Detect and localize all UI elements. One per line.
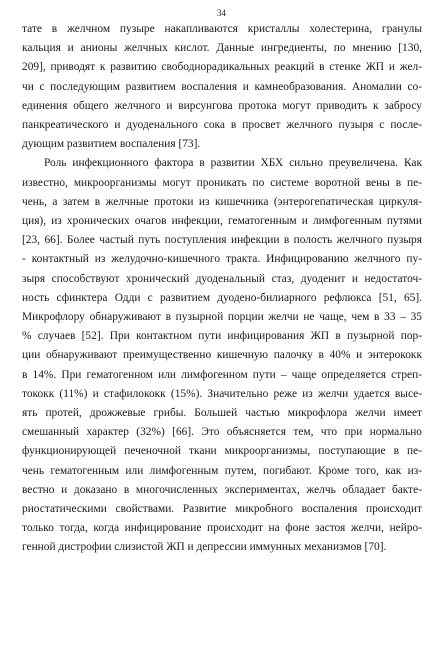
text-line: зыря способствуют хронический дуоденальный стаз, дуоденит и недостаточ- (22, 272, 422, 285)
text-line: ять протей, дрожжевые грибы. Большей частью микрофлора желчи имеет (22, 407, 422, 420)
text-line: вестно и доказано в многочисленных экспериментах, желчь обладает бакте- (22, 483, 422, 496)
text-line: риостатическими свойствами. Развитие микробного воспаления происходит (22, 503, 422, 516)
text-line: 209], приводят к развитию свободнорадикальных реакций в стенке ЖП и жел- (22, 61, 422, 74)
text-line: Микрофлору обнаруживают в пузырной порции желчи не чаще, чем в 33 – 35 (22, 311, 422, 324)
text-line: Роль инфекционного фактора в развитии ХБХ сильно преувеличена. Как (44, 157, 422, 170)
text-line: ция), из хронических очагов инфекции, гематогенным и лимфогенным путями (22, 215, 422, 228)
page-number: 34 (217, 8, 226, 18)
text-line: % случаев [52]. При контактном пути инфицирования ЖП в пузырной пор- (22, 330, 422, 343)
text-line: ции обнаруживают преимущественно кишечную палочку в 40% и энтерококк (22, 349, 422, 362)
text-line: кальция и анионы желчных кислот. Данные ингредиенты, по мнению [130, (22, 42, 422, 55)
text-line: смешанный характер (32%) [66]. Это объясняется тем, что при нормально (22, 426, 422, 439)
text-line: чень, а затем в желчные протоки из кишечника (энтерогепатическая циркуля- (22, 195, 422, 208)
text-line: генной дистрофии слизистой ЖП и депрессии иммунных механизмов [70]. (22, 541, 387, 554)
text-line: известно, микроорганизмы могут проникать по системе воротной вены в пе- (22, 176, 422, 189)
text-line: тококк (11%) и стафилококк (15%). Значительно реже из желчи удается высе- (22, 387, 422, 400)
text-line: функционирующей печеночной ткани микроорганизмы, поступающие в пе- (22, 445, 422, 458)
text-line: ность сфинктера Одди с развитием дуодено-билиарного рефлюкса [51, 65]. (22, 291, 422, 304)
text-line: [23, 66]. Более частый путь поступления инфекции в полость желчного пузыря (22, 234, 422, 247)
body-text (22, 20, 422, 558)
text-line: чень гематогенным или лимфогенным путем, погибают. Кроме того, как из- (22, 464, 422, 477)
paragraph (22, 20, 422, 154)
text-line: чи с последующим развитием воспаления и камнеобразования. Аномалии со- (22, 80, 422, 93)
text-line: панкреатического и дуоденального сока в просвет желчного пузыря с после- (22, 119, 422, 132)
text-line: - контактный из желудочно-кишечного тракта. Инфицированию желчного пу- (22, 253, 422, 266)
paragraph (22, 154, 422, 557)
text-line: единения общего желчного и вирсунгова протока могут приводить к забросу (22, 99, 422, 112)
text-line: дующим развитием воспаления [73]. (22, 138, 201, 151)
text-line: только тогда, когда инфицирование происходит на фоне застоя желчи, нейро- (22, 522, 422, 535)
text-line: тате в желчном пузыре накапливаются кристаллы холестерина, гранулы (22, 23, 422, 35)
text-line: в 14%. При гематогенном или лимфогенном пути – чаще определяется стреп- (22, 368, 422, 381)
